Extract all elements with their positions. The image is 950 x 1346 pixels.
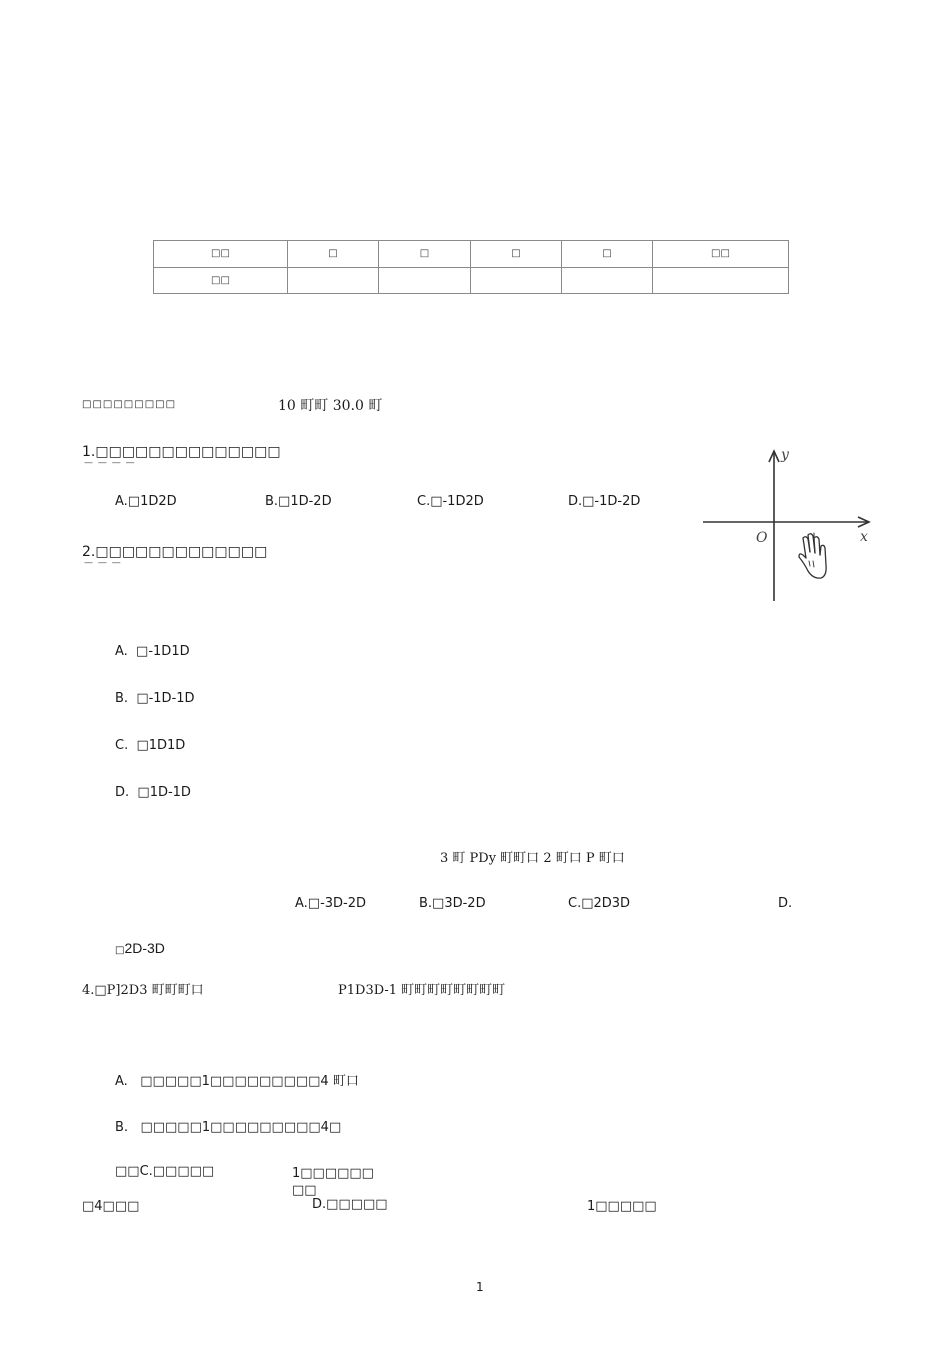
question-3-option-d: D. [778, 896, 793, 911]
question-3-option-c: C.□2D3D [568, 896, 631, 911]
question-3-stem: 3 町 PDy 町町口 2 町口 P 町口 [440, 851, 625, 866]
question-4-option-d: D.□□□□□ [312, 1197, 388, 1212]
question-2-option-d: D. □1D-1D [115, 785, 191, 800]
question-1-option-d: D.□-1D-2D [568, 494, 641, 509]
question-3-option-d-box: □ [115, 945, 125, 956]
question-1-option-c: C.□-1D2D [417, 494, 484, 509]
question-2-option-c: C. □1D1D [115, 738, 186, 753]
score-table-cell: □□ [653, 241, 789, 268]
question-4-option-c: □□C.□□□□□ [115, 1164, 215, 1179]
question-2-underline: — — — [84, 558, 122, 568]
score-table-cell [562, 267, 653, 294]
coordinate-plane-figure [700, 445, 880, 605]
score-table-cell: □ [562, 241, 653, 268]
question-3-option-d-text: 2D-3D [124, 940, 165, 956]
question-4-option-a: A. □□□□□1□□□□□□□□□4 町口 [115, 1074, 359, 1089]
y-axis-label: y [781, 447, 789, 463]
question-4-option-c-tail: □4□□□ [82, 1199, 140, 1214]
question-2-option-b: B. □-1D-1D [115, 691, 195, 706]
section-points: 10 町町 30.0 町 [278, 398, 383, 414]
question-4-option-c-mid-2: □□ [292, 1183, 317, 1198]
question-2-stem: 2.□□□□□□□□□□□□□ [82, 544, 268, 560]
score-table-cell: □ [471, 241, 562, 268]
question-3-option-d-value [115, 938, 165, 957]
question-1-stem: 1.□□□□□□□□□□□□□□ [82, 444, 281, 460]
score-table-cell [653, 267, 789, 294]
question-1-option-a: A.□1D2D [115, 494, 177, 509]
section-heading: □□□□□□□□□ [82, 399, 177, 410]
page-number: 1 [476, 1280, 484, 1294]
question-3-option-a: A.□-3D-2D [295, 896, 367, 911]
score-table-cell: □□ [154, 241, 288, 268]
score-table-cell: □□ [154, 267, 288, 294]
hand-icon [799, 533, 826, 578]
score-table-header-row [154, 241, 789, 268]
question-4-stem: 4.□P]2D3 町町町口 [82, 983, 204, 998]
x-axis-label: x [860, 529, 868, 545]
question-1-option-b: B.□1D-2D [265, 494, 332, 509]
question-2-option-a: A. □-1D1D [115, 644, 190, 659]
score-table-score-row [154, 267, 789, 294]
score-table-cell: □ [379, 241, 471, 268]
question-4-option-b: B. □□□□□1□□□□□□□□□4□ [115, 1120, 342, 1135]
question-4-option-d-tail: 1□□□□□ [587, 1199, 657, 1214]
score-table-cell [471, 267, 562, 294]
origin-label: O [756, 530, 768, 546]
score-table-cell: □ [288, 241, 379, 268]
score-table-cell [379, 267, 471, 294]
question-3-option-b: B.□3D-2D [419, 896, 486, 911]
question-1-underline: — — — — [84, 458, 136, 468]
question-4-option-c-mid: 1□□□□□□ [292, 1166, 374, 1181]
question-4-stem-condition: P1D3D-1 町町町町町町町町 [338, 983, 506, 998]
score-table [153, 240, 789, 294]
score-table-cell [288, 267, 379, 294]
